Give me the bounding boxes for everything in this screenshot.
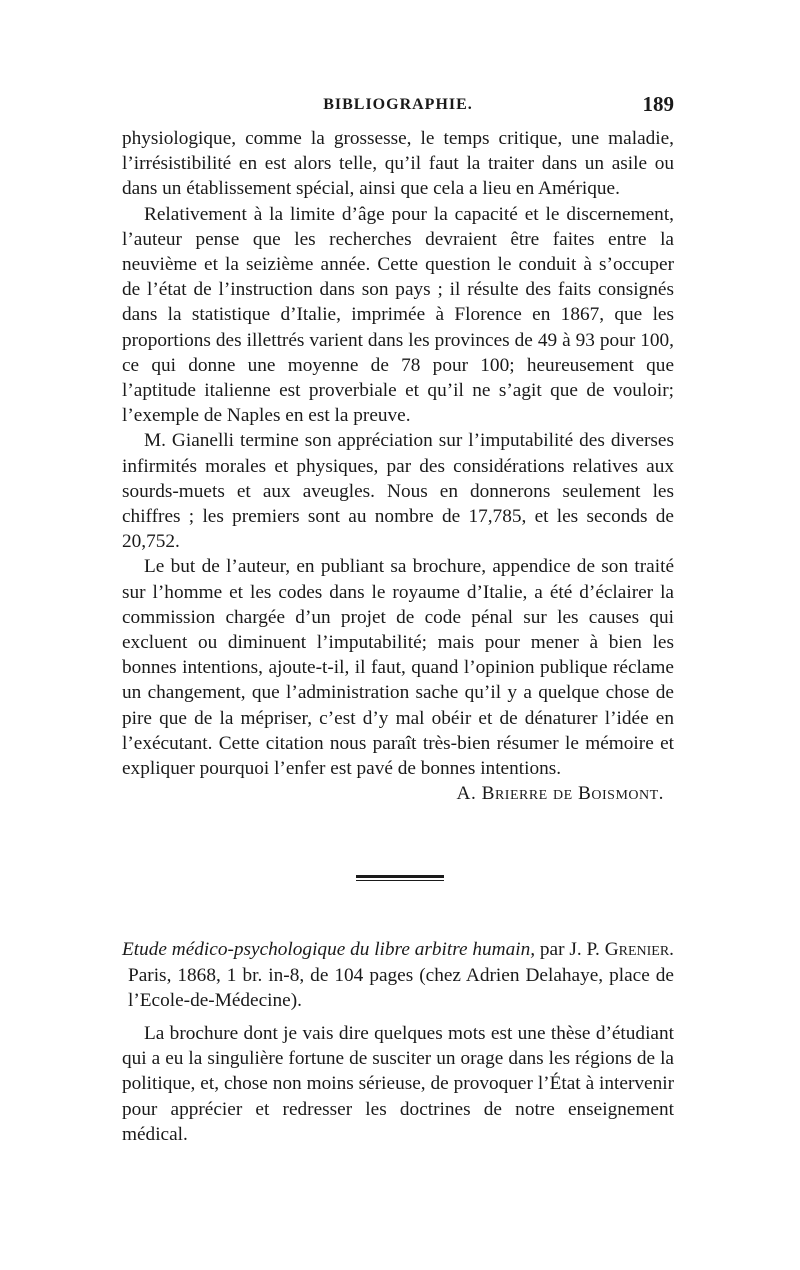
paragraph: physiologique, comme la grossesse, le temps critique, une maladie, l’irrésistibilité en est alors telle, qu’il faut la traiter dans un asile ou dans un établissement spécial, ainsi que cela a lieu en Amérique. xyxy=(122,128,674,200)
by-word: par xyxy=(539,939,565,960)
paragraph: Relativement à la limite d’âge pour la capacité et le discernement, l’auteur pense que les recherches devraient être faites entre la neuvième et la seizième année. Cette question le conduit à s’occuper de l’état de l’instruction dans son pays ; il résulte des faits consignés dans la statistique d’Italie, imprimée à Florence en 1867, que les proportions des illettrés varient dans les provinces de 49 à 93 pour 100, ce qui donne une moyenne de 78 pour 100; heureusement que l’aptitude italienne est proverbiale et qu’il ne s’agit que de vouloir; l’exemple de Naples en est la preuve. xyxy=(122,203,674,427)
review-paragraph: La brochure dont je vais dire quelques mots est une thèse d’étudiant qui a eu la singulière fortune de susciter un orage dans les régions de la politique, et, chose non moins sérieuse, de provoquer l’État à intervenir pour apprécier et redresser les doctrines de notre enseignement médical. xyxy=(122,1023,674,1145)
publication-details: Paris, 1868, 1 br. in-8, de 104 pages (chez Adrien Delahaye, place de l’Ecole-de-Médecine). xyxy=(128,964,674,1011)
page-number: 189 xyxy=(642,92,674,116)
main-text xyxy=(122,126,674,806)
paragraph: Le but de l’auteur, en publiant sa brochure, appendice de son traité sur l’homme et les codes dans le royaume d’Italie, a été d’éclairer la commission chargée d’un projet de code pénal sur les causes qui excluent ou diminuent l’imputabilité; mais pour mener à bien les bonnes intentions, ajoute-t-il, il faut, quand l’opinion publique réclame un changement, que l’administration sache qu’il y a quelque chose de pire que de la mépriser, c’est d’y mal obéir et de dénaturer l’idée en l’exécutant. Cette citation nous paraît très-bien résumer le mémoire et expliquer pourquoi l’enfer est pavé de bonnes intentions. xyxy=(122,556,674,780)
work-author: J. P. Grenier. xyxy=(569,939,674,960)
section-divider xyxy=(356,875,444,878)
author-signature: A. Brierre de Boismont. xyxy=(456,783,664,805)
running-head xyxy=(122,92,674,122)
work-title: Etude médico-psychologique du libre arbitre humain, xyxy=(122,939,536,960)
paragraph: M. Gianelli termine son appréciation sur l’imputabilité des diverses infirmités morales et physiques, par des considérations relatives aux sourds-muets et aux aveugles. Nous en donnerons seulement les chiffres ; les premiers sont au nombre de 17,785, et les seconds de 20,752. xyxy=(122,430,674,553)
running-head-title: BIBLIOGRAPHIE. xyxy=(323,96,473,113)
bibliographic-entry xyxy=(122,937,674,1014)
